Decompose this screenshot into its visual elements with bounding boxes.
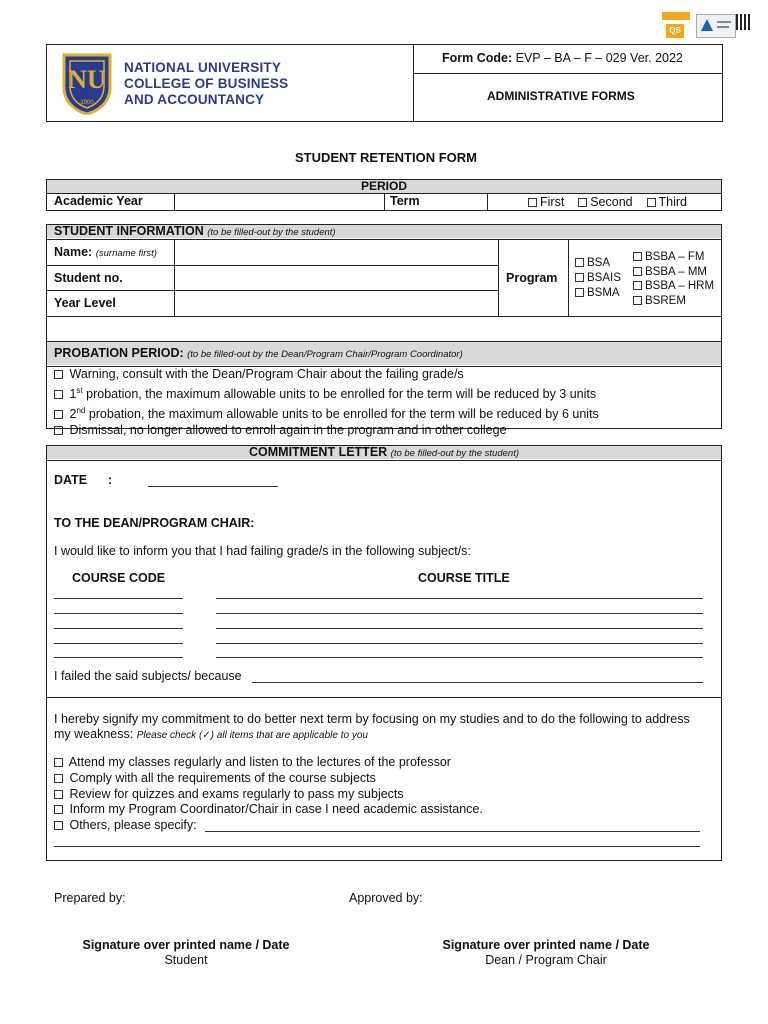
page-title: STUDENT RETENTION FORM xyxy=(295,150,477,165)
program-options-col2 xyxy=(633,250,714,308)
logo-year: 1900 xyxy=(80,100,94,106)
year-level-field[interactable] xyxy=(176,292,496,314)
iso-badge-icon xyxy=(696,14,736,38)
others-field[interactable] xyxy=(205,831,700,832)
form-code: Form Code: EVP – BA – F – 029 Ver. 2022 xyxy=(442,51,683,65)
term-label: Term xyxy=(390,194,420,208)
year-level-label: Year Level xyxy=(54,296,116,310)
term-third-checkbox[interactable]: Third xyxy=(647,195,687,209)
course-code-field-4[interactable] xyxy=(54,643,183,644)
course-code-field-2[interactable] xyxy=(54,613,183,614)
school-name: NATIONAL UNIVERSITY COLLEGE OF BUSINESS AND ACCOUNTANCY xyxy=(124,60,289,107)
signify-text: I hereby signify my commitment to do better next term by focusing on my studies and to do the following to address my weakness: Please check (✓) all items that are applicable to you xyxy=(54,712,690,741)
others-field-line2[interactable] xyxy=(54,846,700,847)
course-title-header: COURSE TITLE xyxy=(418,571,510,585)
qs-stars-icon xyxy=(662,12,690,20)
term-options xyxy=(528,195,687,209)
failed-because-field[interactable] xyxy=(252,682,703,683)
student-no-field[interactable] xyxy=(176,267,496,289)
course-title-field-4[interactable] xyxy=(216,643,703,644)
program-bsba-hrm-checkbox[interactable]: BSBA – HRM xyxy=(633,279,714,294)
term-second-checkbox[interactable]: Second xyxy=(578,195,632,209)
to-dean-label: TO THE DEAN/PROGRAM CHAIR: xyxy=(54,516,255,530)
approved-by-label: Approved by: xyxy=(349,891,423,905)
name-label: Name: (surname first) xyxy=(54,245,157,259)
program-bsba-fm-checkbox[interactable]: BSBA – FM xyxy=(633,250,714,265)
program-bsrem-checkbox[interactable]: BSREM xyxy=(633,294,714,309)
commitment-item-review[interactable]: Review for quizzes and exams regularly to pass my subjects xyxy=(54,787,483,803)
failed-because-label: I failed the said subjects/ because xyxy=(54,669,242,683)
program-bsma-checkbox[interactable]: BSMA xyxy=(575,286,621,301)
probation-second-checkbox[interactable]: 2nd probation, the maximum allowable units to be enrolled for the term will be reduced by 6 units xyxy=(54,403,599,423)
academic-year-field[interactable] xyxy=(176,194,382,210)
program-label: Program xyxy=(506,271,558,285)
program-bsa-checkbox[interactable]: BSA xyxy=(575,256,621,271)
program-bsba-mm-checkbox[interactable]: BSBA – MM xyxy=(633,265,714,280)
course-code-header: COURSE CODE xyxy=(72,571,166,585)
accreditation-badges xyxy=(660,6,756,40)
probation-first-checkbox[interactable]: 1st probation, the maximum allowable units to be enrolled for the term will be reduced by 3 units xyxy=(54,383,599,403)
university-logo xyxy=(60,51,114,115)
name-field[interactable] xyxy=(176,241,496,263)
term-first-checkbox[interactable]: First xyxy=(528,195,564,209)
student-no-label: Student no. xyxy=(54,271,123,285)
course-title-field-1[interactable] xyxy=(216,598,703,599)
probation-dismissal-checkbox[interactable]: Dismissal, no longer allowed to enroll again in the program and in other college xyxy=(54,423,599,439)
date-label: DATE : xyxy=(54,473,113,487)
prepared-by-label: Prepared by: xyxy=(54,891,126,905)
commitment-item-comply[interactable]: Comply with all the requirements of the course subjects xyxy=(54,771,483,787)
commitment-item-attend[interactable]: Attend my classes regularly and listen to the lectures of the professor xyxy=(54,755,483,771)
commitment-item-inform[interactable]: Inform my Program Coordinator/Chair in case I need academic assistance. xyxy=(54,802,483,818)
form-category: ADMINISTRATIVE FORMS xyxy=(487,89,635,103)
course-title-field-2[interactable] xyxy=(216,613,703,614)
probation-options xyxy=(54,367,599,439)
student-info-heading: STUDENT INFORMATION (to be filled-out by the student) xyxy=(54,224,336,238)
probation-warning-checkbox[interactable]: Warning, consult with the Dean/Program Chair about the failing grade/s xyxy=(54,367,599,383)
dean-signature-block: Signature over printed name / Date Dean / Program Chair xyxy=(442,938,650,967)
course-code-field-3[interactable] xyxy=(54,628,183,629)
qr-code-icon xyxy=(736,14,752,30)
course-title-field-5[interactable] xyxy=(216,657,703,658)
date-field[interactable] xyxy=(148,486,278,487)
period-heading: PERIOD xyxy=(360,179,407,193)
probation-heading: PROBATION PERIOD: (to be filled-out by the Dean/Program Chair/Program Coordinator) xyxy=(54,346,463,360)
academic-year-label: Academic Year xyxy=(54,194,143,208)
course-title-field-3[interactable] xyxy=(216,628,703,629)
course-code-field-5[interactable] xyxy=(54,657,183,658)
student-signature-block: Signature over printed name / Date Student xyxy=(82,938,290,967)
program-options-col1 xyxy=(575,256,621,301)
program-bsais-checkbox[interactable]: BSAIS xyxy=(575,271,621,286)
commitment-item-others[interactable]: Others, please specify: xyxy=(54,818,483,834)
qs-badge: QS xyxy=(666,24,684,38)
intro-text: I would like to inform you that I had failing grade/s in the following subject/s: xyxy=(54,544,471,558)
logo-initials: NU xyxy=(68,65,106,94)
commitment-heading: COMMITMENT LETTER (to be filled-out by the student) xyxy=(249,445,519,459)
commitment-items xyxy=(54,755,483,834)
course-code-field-1[interactable] xyxy=(54,598,183,599)
